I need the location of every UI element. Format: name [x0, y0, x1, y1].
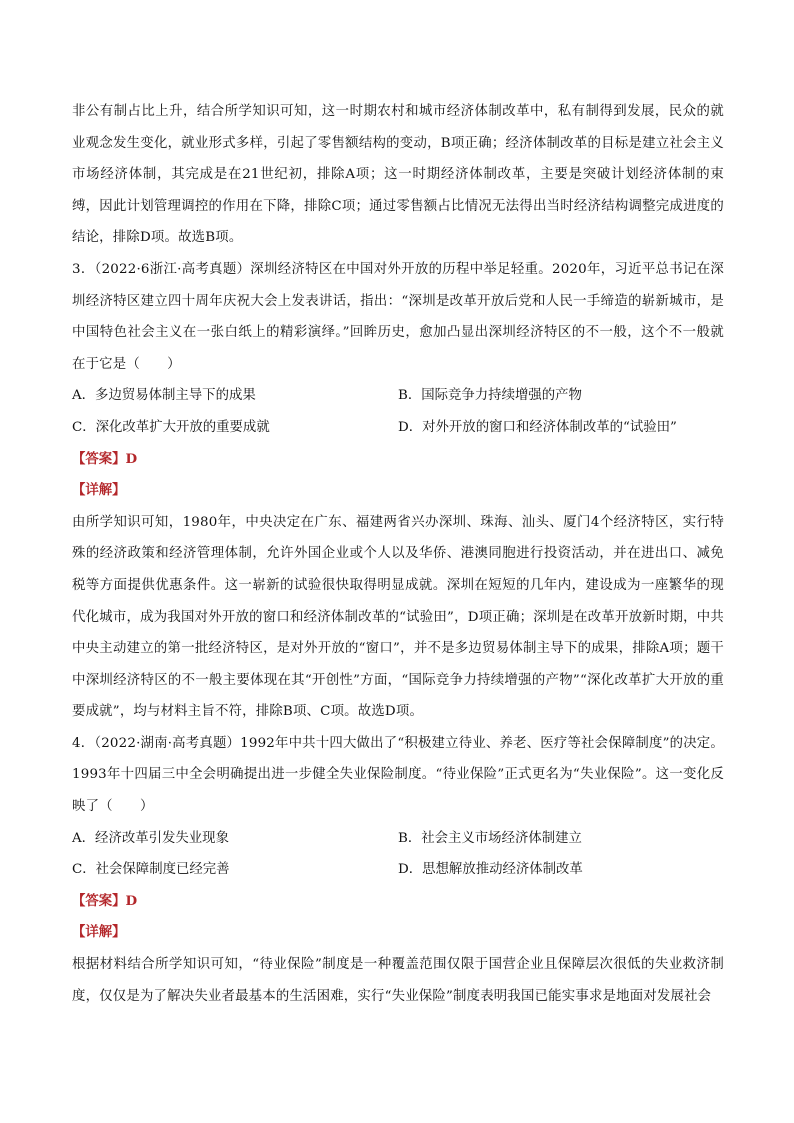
q4-stem: 4．（2022·湖南·高考真题）1992年中共十四大做出了“积极建立待业、养老、医疗等社会保障制度”的决定。1993年十四届三中全会明确提出进一步健全失业保险制度。“待业保险”正式更名为“失业保险”。这一变化反映了（ ）	[72, 735, 724, 815]
q4-option-b[interactable]: B．社会主义市场经济体制建立	[398, 830, 582, 846]
q4-option-a[interactable]: A．经济改革引发失业现象	[72, 830, 229, 846]
q3-option-b[interactable]: B．国际竞争力持续增强的产物	[398, 388, 582, 404]
q4-option-c[interactable]: C．社会保障制度已经完善	[72, 862, 230, 878]
q3-detail-label: 【详解】	[72, 482, 126, 499]
q3-answer: 【答案】D	[72, 450, 138, 467]
q4-options	[72, 823, 724, 886]
q4-detail-label: 【详解】	[72, 924, 126, 941]
q3-stem: 3．（2022·6浙江·高考真题）深圳经济特区在中国对外开放的历程中举足轻重。2020年，习近平总书记在深圳经济特区建立四十周年庆祝大会上发表讲话，指出：“深圳是改革开放后党和人民一手缔造的崭新城市，是中国特色社会主义在一张白纸上的精彩演绎。”回眸历史，愈加凸显出深圳经济特区的不一般，这个不一般就在于它是（ ）	[72, 261, 724, 372]
q3-option-a[interactable]: A．多边贸易体制主导下的成果	[72, 388, 256, 404]
q2-explanation-tail: 非公有制占比上升，结合所学知识可知，这一时期农村和城市经济体制改革中，私有制得到发展，民众的就业观念发生变化，就业形式多样，引起了零售额结构的变动，B项正确；经济体制改革的目标是建立社会主义市场经济体制，其完成是在21世纪初，排除A项；这一时期经济体制改革，主要是突破计划经济体制的束缚，因此计划管理调控的作用在下降，排除C项；通过零售额占比情况无法得出当时经济结构调整完成进度的结论，排除D项。故选B项。	[72, 104, 724, 246]
q3-option-c[interactable]: C．深化改革扩大开放的重要成就	[72, 419, 270, 435]
q3-option-d[interactable]: D．对外开放的窗口和经济体制改革的“试验田”	[398, 419, 677, 435]
q3-detail: 由所学知识可知，1980年，中央决定在广东、福建两省兴办深圳、珠海、汕头、厦门4个经济特区，实行特殊的经济政策和经济管理体制，允许外国企业或个人以及华侨、港澳同胞进行投资活动，并在进出口、减免税等方面提供优惠条件。这一崭新的试验很快取得明显成就。深圳在短短的几年内，建设成为一座繁华的现代化城市，成为我国对外开放的窗口和经济体制改革的“试验田”，D项正确；深圳是在改革开放新时期，中共中央主动建立的第一批经济特区，是对外开放的“窗口”，并不是多边贸易体制主导下的成果，排除A项；题干中深圳经济特区的不一般主要体现在其“开创性”方面，“国际竞争力持续增强的产物”“深化改革扩大开放的重要成就”，均与材料主旨不符，排除B项、C项。故选D项。	[72, 514, 724, 720]
q4-detail: 根据材料结合所学知识可知，“待业保险”制度是一种覆盖范围仅限于国营企业且保障层次很低的失业救济制度，仅仅是为了解决失业者最基本的生活困难，实行“失业保险”制度表明我国已能实事求是地面对发展社会	[72, 957, 724, 1004]
document-page	[72, 96, 724, 1012]
q3-options	[72, 380, 724, 443]
q4-option-d[interactable]: D．思想解放推动经济体制改革	[398, 862, 583, 878]
q4-answer: 【答案】D	[72, 892, 138, 909]
